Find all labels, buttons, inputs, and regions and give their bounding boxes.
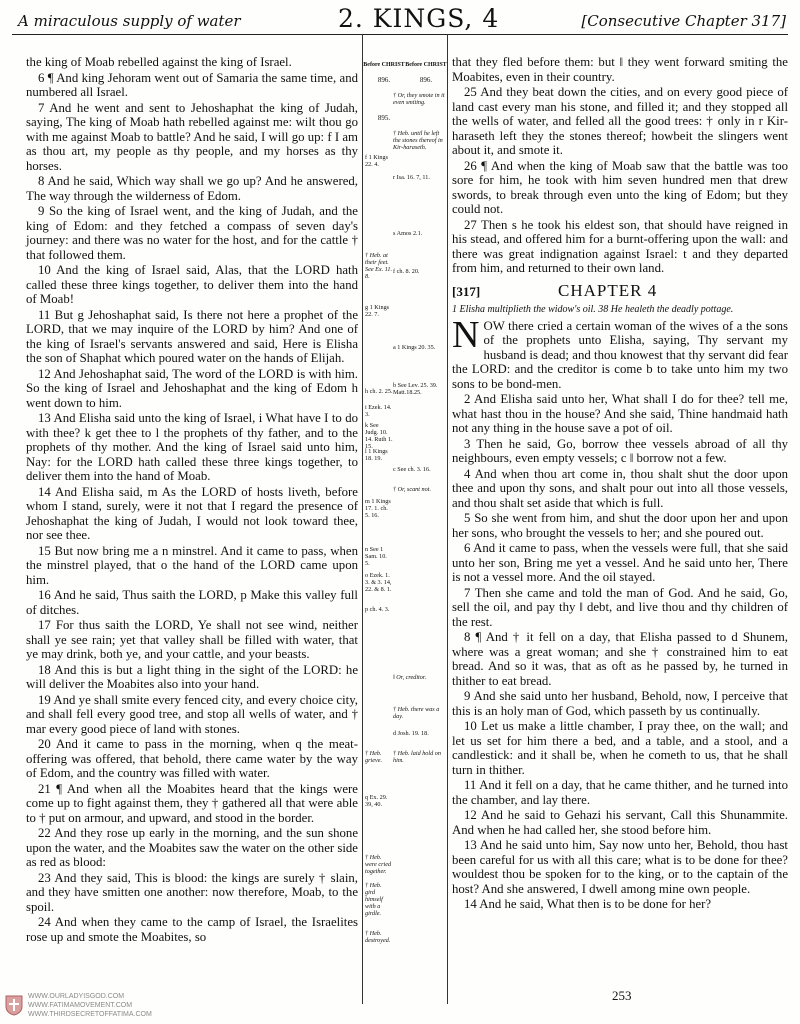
verse: 12 And Jehoshaphat said, The word of the LORD is with him. So the king of Israel and Jehoshaphat and the king of Edom h went down to him. [26, 366, 358, 410]
margin-note: ‖ Or, creditor. [393, 674, 427, 681]
margin-note: r Isa. 16. 7, 11. [393, 174, 430, 181]
verse: 13 And Elisha said unto the king of Israel, i What have I to do with thee? k get thee to l the prophets of thy father, and to the prophets of thy mother. And the king of Israel said unto him, Nay: for the LORD hath called these three kings together, to deliver them into the hand of Moab. [26, 411, 358, 483]
verse: 7 Then she came and told the man of God. And he said, Go, sell the oil, and pay thy ‖ debt, and live thou and thy children of the rest. [452, 585, 788, 629]
verse: 2 And Elisha said unto her, What shall I do for thee? tell me, what hast thou in the house? And she said, Thine handmaid hath not any thing in the house save a pot of oil. [452, 392, 788, 435]
margin-note: g 1 Kings 22. 7. [365, 304, 390, 318]
chapter-heading [452, 280, 788, 300]
margin-note: † Heb. until he left the stones thereof in Kir-haraseth. [393, 130, 443, 151]
verse: 14 And Elisha said, m As the LORD of hosts liveth, before whom I stand, surely, were it not that I regard the presence of Jehoshaphat the king of Judah, I would not look toward thee, nor see thee. [26, 484, 358, 542]
verse: 27 Then s he took his eldest son, that should have reigned in his stead, and offered him for a burnt-offering upon the wall: and there was great indignation against Israel: t and they departed from him, and returned to their own land. [452, 217, 788, 275]
margin-note: q Ex. 29. 39, 40. [365, 794, 388, 808]
verse: 3 Then he said, Go, borrow thee vessels abroad of all thy neighbours, even empty vessels; c ‖ borrow not a few. [452, 436, 788, 465]
verse: 20 And it came to pass in the morning, when q the meat-offering was offered, that behold, there came water by the way of Edom, and the country was filled with water. [26, 737, 358, 780]
verse: 23 And they said, This is blood: the kings are surely † slain, and they have smitten one another: now therefore, Moab, to the spoil. [26, 870, 358, 914]
page-header [12, 4, 788, 35]
verse: 6 ¶ And king Jehoram went out of Samaria the same time, and numbered all Israel. [26, 70, 358, 99]
seal-icon [4, 994, 24, 1016]
running-head-left: A miraculous supply of water [18, 12, 241, 30]
margin-note: † Heb. there was a day. [393, 706, 440, 720]
verse: 17 For thus saith the LORD, Ye shall not see wind, neither shall ye see rain; yet that valley shall be filled with water, that ye may drink, both ye, and your cattle, and your beasts. [26, 618, 358, 661]
margin-note: p ch. 4. 3. [365, 606, 390, 613]
margin-references [362, 34, 448, 1004]
verse: 9 So the king of Israel went, and the king of Judah, and the king of Edom: and they fetched a compass of seven day's journey: and there was no water for the host, and for the cattle † that followed them. [26, 204, 358, 262]
running-head-right: [Consecutive Chapter 317] [581, 12, 786, 30]
era-label-right: Before CHRIST [405, 62, 447, 68]
chapter-summary: 1 Elisha multiplieth the widow's oil. 38 He healeth the deadly pottage. [452, 304, 734, 315]
verse: 26 ¶ And when the king of Moab saw that the battle was too sore for him, he took with him seven hundred men that drew swords, to break through even unto the king of Edom; but they could not. [452, 158, 788, 216]
verse: 5 So she went from him, and shut the door upon her and upon her sons, who brought the vessels to her; and she poured out. [452, 511, 788, 540]
verse: 8 ¶ And † it fell on a day, that Elisha passed to d Shunem, where was a great woman; and she † constrained him to eat bread. And so it was, that as oft as he passed by, he turned in thither to eat bread. [452, 630, 788, 688]
margin-note: † Heb. were cried together. [365, 854, 392, 875]
page-number: 253 [612, 988, 632, 1003]
verse: 18 And this is but a light thing in the sight of the LORD: he will deliver the Moabites also into your hand. [26, 662, 358, 691]
verse: 24 And when they came to the camp of Israel, the Israelites rose up and smote the Moabites, so [26, 915, 358, 944]
margin-note: † Heb. grieve. [365, 750, 383, 764]
verse: 4 And when thou art come in, thou shalt shut the door upon thee and upon thy sons, and shalt pour out into all those vessels, and thou shalt set aside that which is full. [452, 466, 788, 510]
margin-note: b See Lev. 25. 39. Matt.18.25. [393, 382, 438, 396]
drop-cap: N [452, 313, 480, 356]
margin-note: † Or, they smote in it even smiting. [393, 92, 445, 106]
margin-note: † Or, scant not. [393, 486, 431, 493]
margin-note: m 1 Kings 17. 1. ch. 5. 16. [365, 498, 391, 519]
verse-1 [452, 313, 788, 392]
margin-note: a 1 Kings 20. 35. [393, 344, 436, 351]
verse: that they fled before them: but ‖ they went forward smiting the Moabites, even in their country. [452, 55, 788, 84]
verse: 10 Let us make a little chamber, I pray thee, on the wall; and let us set for him there a bed, and a table, and a stool, and a candlestick: and it shall be, when he cometh to us, that he shall turn in thither. [452, 719, 788, 777]
verse: 13 And he said unto him, Say now unto her, Behold, thou hast been careful for us with all this care; what is to be done for thee? wouldest thou be spoken for to the king, or to the captain of the host? And she answered, I dwell among mine own people. [452, 838, 788, 896]
margin-note: † Heb. destroyed. [365, 930, 391, 944]
verse: 22 And they rose up early in the morning, and the sun shone upon the water, and the Moabites saw the water on the other side as red as blood: [26, 826, 358, 869]
verse: 12 And he said to Gehazi his servant, Call this Shunammite. And when he had called her, she stood before him. [452, 808, 788, 837]
verse: 19 And ye shall smite every fenced city, and every choice city, and shall fell every good tree, and stop all wells of water, and † mar every good piece of land with stones. [26, 692, 358, 736]
verse: 15 But now bring me a n minstrel. And it came to pass, when the minstrel played, that o the hand of the LORD came upon him. [26, 543, 358, 587]
margin-note: † Heb. at their feet. See Ex. 11. 8. [365, 252, 393, 280]
verse: 21 ¶ And when all the Moabites heard that the kings were come up to fight against them, they † gathered all that were able to † put on armour, and upward, and stood in the border. [26, 781, 358, 825]
left-column [26, 55, 358, 945]
margin-note: f 1 Kings 22. 4. [365, 154, 389, 168]
margin-note: c See ch. 3. 16. [393, 466, 431, 473]
margin-note: d Josh. 19. 18. [393, 730, 429, 737]
era-label-left: Before CHRIST [363, 62, 405, 68]
margin-note: f ch. 8. 20. [393, 268, 420, 275]
watermark-url[interactable]: WWW.THIRDSECRETOFFATIMA.COM [28, 1011, 152, 1018]
right-column [452, 55, 788, 913]
verse: 10 And the king of Israel said, Alas, that the LORD hath called these three kings together, to deliver them into the hand of Moab! [26, 263, 358, 306]
margin-note: † Heb. laid hold on him. [393, 750, 441, 764]
margin-note: i Ezek. 14. 3. [365, 404, 392, 418]
year-left: 896. [377, 76, 391, 84]
year-mid: 895. [377, 114, 391, 122]
verse: 25 And they beat down the cities, and on every good piece of land cast every man his stone, and filled it; and they stopped all the wells of water, and felled all the good trees: † only in r Kir-haraseth left they the stones thereof; howbeit the slingers went about it, and smote it. [452, 85, 788, 157]
margin-note: h ch. 2. 25. [365, 388, 393, 395]
verse: 14 And he said, What then is to be done for her? [464, 897, 712, 911]
consecutive-chapter-number: [317] [452, 283, 481, 299]
verse-1-text: OW there cried a certain woman of the wives of a the sons of the prophets unto Elisha, saying, Thy servant my husband is dead; and thou knowest that thy servant did fear the LORD: and the creditor is come b to take unto him my two sons to be bond-men. [452, 318, 788, 391]
watermark-url[interactable]: WWW.OURLADYISGOD.COM [28, 993, 125, 1000]
watermark-url[interactable]: WWW.FATIMAMOVEMENT.COM [28, 1002, 133, 1009]
verse: 11 But g Jehoshaphat said, Is there not here a prophet of the LORD, that we may inquire of the LORD by him? And one of the king of Israel's servants answered and said, Here is Elisha the son of Shaphat which poured water on the hands of Elijah. [26, 307, 358, 365]
margin-note: † Heb. gird himself with a girdle. [365, 882, 383, 917]
verse: 11 And it fell on a day, that he came thither, and he turned into the chamber, and lay there. [452, 778, 788, 807]
book-chapter-title: 2. KINGS, 4 [338, 4, 500, 33]
watermark-urls [28, 992, 152, 1019]
verse: 16 And he said, Thus saith the LORD, p Make this valley full of ditches. [26, 588, 358, 617]
verse: 7 And he went and sent to Jehoshaphat the king of Judah, saying, The king of Moab hath rebelled against me: wilt thou go with me against Moab to battle? And he said, I will go up: f I am as thou art, my people as thy people, and my horses as thy horses. [26, 100, 358, 173]
verse: the king of Moab rebelled against the king of Israel. [26, 55, 292, 69]
margin-note: k See Judg. 10. 14. Ruth 1. 15. [365, 422, 393, 450]
verse: 6 And it came to pass, when the vessels were full, that she said unto her son, Bring me yet a vessel. And he said unto her, There is not a vessel more. And the oil stayed. [452, 541, 788, 584]
margin-note: n See 1 Sam. 10. 5. [365, 546, 387, 567]
margin-note: o Ezek. 1. 3. & 3. 14, 22. & 8. 1. [365, 572, 392, 593]
watermark [2, 992, 362, 1020]
margin-note: s Amos 2.1. [393, 230, 423, 237]
verse: 9 And she said unto her husband, Behold, now, I perceive that this is an holy man of God, which passeth by us continually. [452, 689, 788, 718]
year-right: 896. [419, 76, 433, 84]
margin-note: l 1 Kings 18. 19. [365, 448, 388, 462]
chapter-title: CHAPTER 4 [558, 280, 658, 300]
verse: 8 And he said, Which way shall we go up? And he answered, The way through the wilderness of Edom. [26, 174, 358, 203]
